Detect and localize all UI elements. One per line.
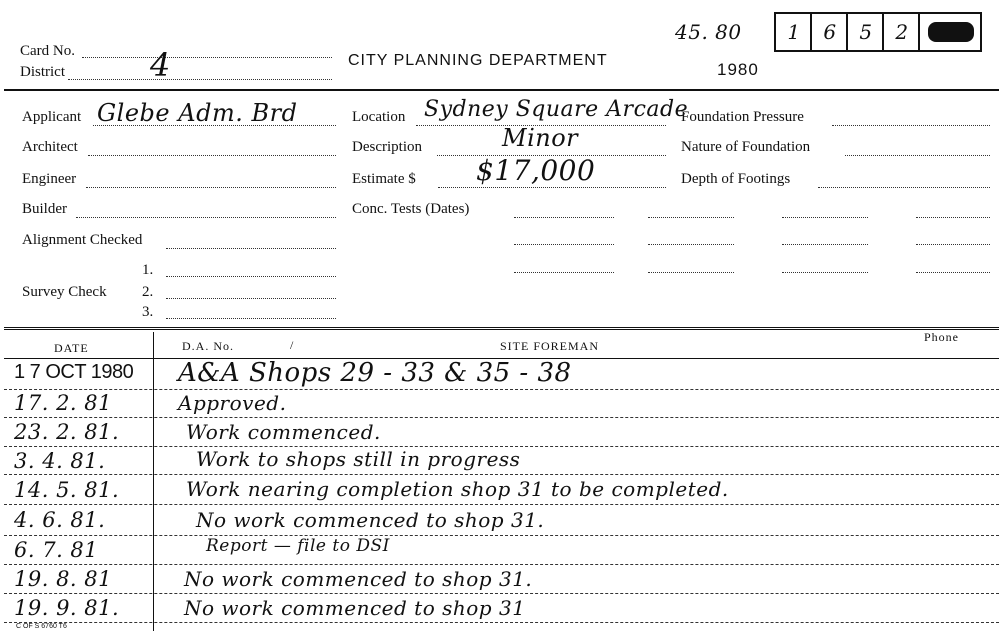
depth-footings-line (818, 187, 990, 188)
row-entry: Work commenced. (186, 420, 381, 444)
description-label: Description (352, 139, 422, 155)
conc-line-3a (514, 272, 614, 273)
row-date: 23. 2. 81. (14, 420, 120, 444)
district-value: 4 (150, 46, 171, 84)
survey-num-2: 2. (142, 284, 154, 300)
row-date: 19. 9. 81. (14, 596, 120, 620)
row-entry: Approved. (178, 391, 287, 415)
foundation-pressure-label: Foundation Pressure (681, 109, 804, 125)
estimate-value: $17,000 (476, 154, 596, 187)
survey-num-1: 1. (142, 262, 154, 278)
row-entry: No work commenced to shop 31 (184, 596, 526, 620)
da-header: D.A. No. (182, 339, 234, 353)
applicant-value: Glebe Adm. Brd (97, 99, 298, 127)
survey-line-2 (166, 298, 336, 299)
conc-line-2b (648, 244, 734, 245)
nature-foundation-line (845, 155, 990, 156)
row-date: 6. 7. 81 (14, 538, 99, 562)
row-line (4, 389, 999, 390)
conc-line-3b (648, 272, 734, 273)
row-entry: Work to shops still in progress (196, 447, 521, 471)
card-no-label: Card No. (20, 43, 75, 59)
survey-label: Survey Check (22, 284, 107, 300)
conc-line-1b (648, 217, 734, 218)
header-rule (4, 89, 999, 91)
engineer-line (86, 187, 336, 188)
row-entry: A&A Shops 29 - 33 & 35 - 38 (178, 358, 572, 388)
row-date: 14. 5. 81. (14, 478, 120, 502)
row-date: 19. 8. 81 (14, 567, 113, 591)
row-line (4, 474, 999, 475)
depth-footings-label: Depth of Footings (681, 171, 791, 187)
location-value: Sydney Square Arcade (424, 97, 689, 122)
foreman-header: SITE FOREMAN (500, 339, 600, 353)
card-no-line (82, 57, 332, 58)
foundation-pressure-line (832, 125, 990, 126)
ref-box-2: 6 (810, 12, 848, 52)
engineer-label: Engineer (22, 171, 77, 187)
description-value: Minor (502, 124, 579, 152)
department-title: CITY PLANNING DEPARTMENT (348, 52, 608, 69)
conc-line-1c (782, 217, 868, 218)
log-divider (153, 332, 154, 631)
row-line (4, 593, 999, 594)
builder-line (76, 217, 336, 218)
row-date: 3. 4. 81. (14, 449, 106, 473)
year: 1980 (717, 60, 759, 79)
row-date: 17. 2. 81 (14, 391, 113, 415)
row-entry: Work nearing completion shop 31 to be completed. (186, 477, 729, 501)
alignment-line (166, 248, 336, 249)
ref-box-4: 2 (882, 12, 920, 52)
architect-line (88, 155, 336, 156)
phone-header: Phone (924, 330, 959, 344)
conc-line-2c (782, 244, 868, 245)
estimate-label: Estimate $ (352, 171, 416, 187)
conc-line-2d (916, 244, 990, 245)
location-label: Location (352, 109, 406, 125)
redaction-mark (928, 22, 974, 42)
row-entry: No work commenced to shop 31. (184, 567, 533, 591)
survey-line-1 (166, 276, 336, 277)
alignment-label: Alignment Checked (22, 232, 143, 248)
applicant-label: Applicant (22, 109, 82, 125)
district-label: District (20, 64, 65, 80)
district-line (68, 79, 332, 80)
row-line (4, 417, 999, 418)
conc-tests-label: Conc. Tests (Dates) (352, 201, 470, 217)
row-entry: No work commenced to shop 31. (196, 508, 545, 532)
row-line (4, 564, 999, 565)
ref-box-3: 5 (846, 12, 884, 52)
ref-prefix: 45. 80 (675, 20, 742, 44)
form-code: C OF S 6760 T6 (16, 623, 67, 630)
row-line (4, 504, 999, 505)
survey-line-3 (166, 318, 336, 319)
survey-num-3: 3. (142, 304, 154, 320)
architect-label: Architect (22, 139, 78, 155)
row-entry: Report — file to DSI (206, 536, 390, 556)
da-slash: / (290, 338, 295, 352)
ref-box-1: 1 (774, 12, 812, 52)
conc-line-1d (916, 217, 990, 218)
conc-line-3d (916, 272, 990, 273)
builder-label: Builder (22, 201, 67, 217)
conc-line-2a (514, 244, 614, 245)
nature-foundation-label: Nature of Foundation (681, 139, 811, 155)
row-date: 4. 6. 81. (14, 508, 106, 532)
estimate-line (438, 187, 666, 188)
ref-box-5 (918, 12, 982, 52)
date-header: DATE (54, 341, 89, 355)
row-date: 1 7 OCT 1980 (14, 361, 134, 383)
conc-line-1a (514, 217, 614, 218)
row-line (4, 622, 999, 623)
conc-line-3c (782, 272, 868, 273)
